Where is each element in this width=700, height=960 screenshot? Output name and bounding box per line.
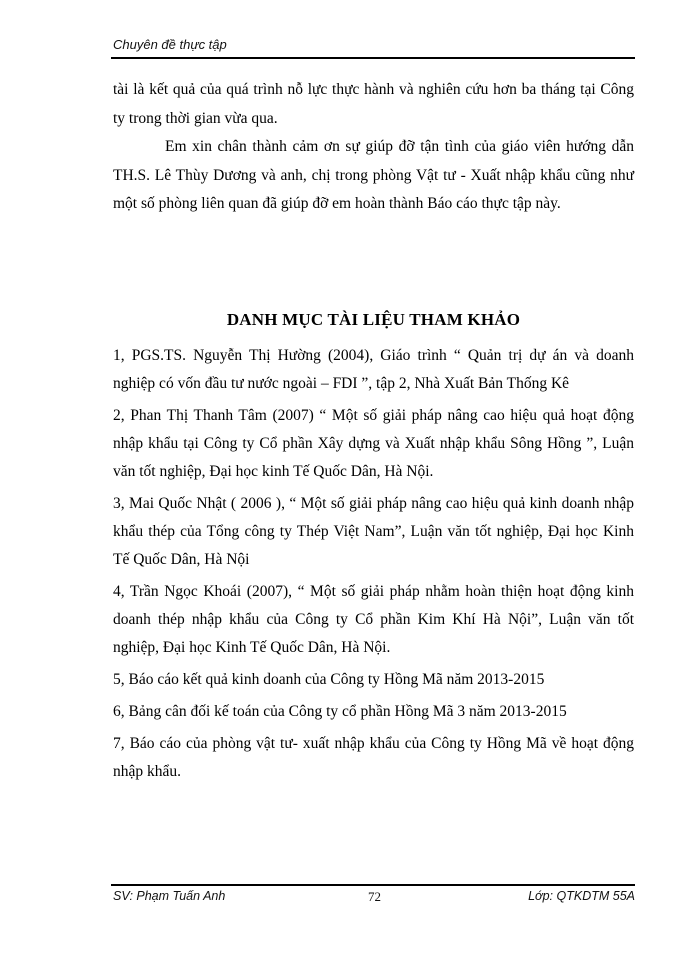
reference-item-7: 7, Báo cáo của phòng vật tư- xuất nhập khẩu của Công ty Hồng Mã về hoạt động nhập khẩu. bbox=[113, 735, 634, 780]
reference-item-5: 5, Báo cáo kết quả kinh doanh của Công ty Hồng Mã năm 2013-2015 bbox=[113, 671, 545, 688]
reference-item-3: 3, Mai Quốc Nhật ( 2006 ), “ Một số giải pháp nâng cao hiệu quả kinh doanh nhập khẩu thép của Tổng công ty Thép Việt Nam”, Luận văn tốt nghiệp, Đại học Kinh Tế Quốc Dân, Hà Nội bbox=[113, 495, 634, 568]
footer-student: SV: Phạm Tuấn Anh bbox=[113, 889, 226, 903]
footer-page-number: 72 bbox=[368, 889, 381, 904]
footer-class: Lớp: QTKDTM 55A bbox=[528, 889, 635, 903]
reference-item-4: 4, Trần Ngọc Khoái (2007), “ Một số giải pháp nhằm hoàn thiện hoạt động kinh doanh thép nhập khẩu của Công ty Cổ phần Kim Khí Hà Nội”, Luận văn tốt nghiệp, Đại học Kinh Tế Quốc Dân, Hà Nội. bbox=[113, 583, 634, 656]
header-divider bbox=[111, 57, 635, 59]
reference-item-2: 2, Phan Thị Thanh Tâm (2007) “ Một số giải pháp nâng cao hiệu quả hoạt động nhập khẩu tại Công ty Cổ phần Xây dựng và Xuất nhập khẩu Sông Hồng ”, Luận văn tốt nghiệp, Đại học kinh Tế Quốc Dân, Hà Nội. bbox=[113, 407, 634, 480]
references-title: DANH MỤC TÀI LIỆU THAM KHẢO bbox=[226, 310, 521, 329]
reference-item-6: 6, Bảng cân đối kế toán của Công ty cổ phần Hồng Mã 3 năm 2013-2015 bbox=[113, 703, 567, 720]
reference-item-1: 1, PGS.TS. Nguyễn Thị Hường (2004), Giáo trình “ Quản trị dự án và doanh nghiệp có vốn đầu tư nước ngoài – FDI ”, tập 2, Nhà Xuất Bản Thống Kê bbox=[113, 347, 634, 392]
references-list bbox=[113, 342, 634, 790]
intro-section bbox=[113, 76, 634, 219]
intro-paragraph-2: Em xin chân thành cảm ơn sự giúp đỡ tận tình của giáo viên hướng dẫn TH.S. Lê Thùy Dương và anh, chị trong phòng Vật tư - Xuất nhập khẩu cũng như một số phòng liên quan đã giúp đỡ em hoàn thành Báo cáo thực tập này. bbox=[113, 138, 634, 212]
header-title: Chuyên đề thực tập bbox=[113, 37, 227, 52]
intro-paragraph-1: tài là kết quả của quá trình nỗ lực thực hành và nghiên cứu hơn ba tháng tại Công ty trong thời gian vừa qua. bbox=[113, 81, 634, 127]
footer-divider bbox=[111, 884, 635, 886]
